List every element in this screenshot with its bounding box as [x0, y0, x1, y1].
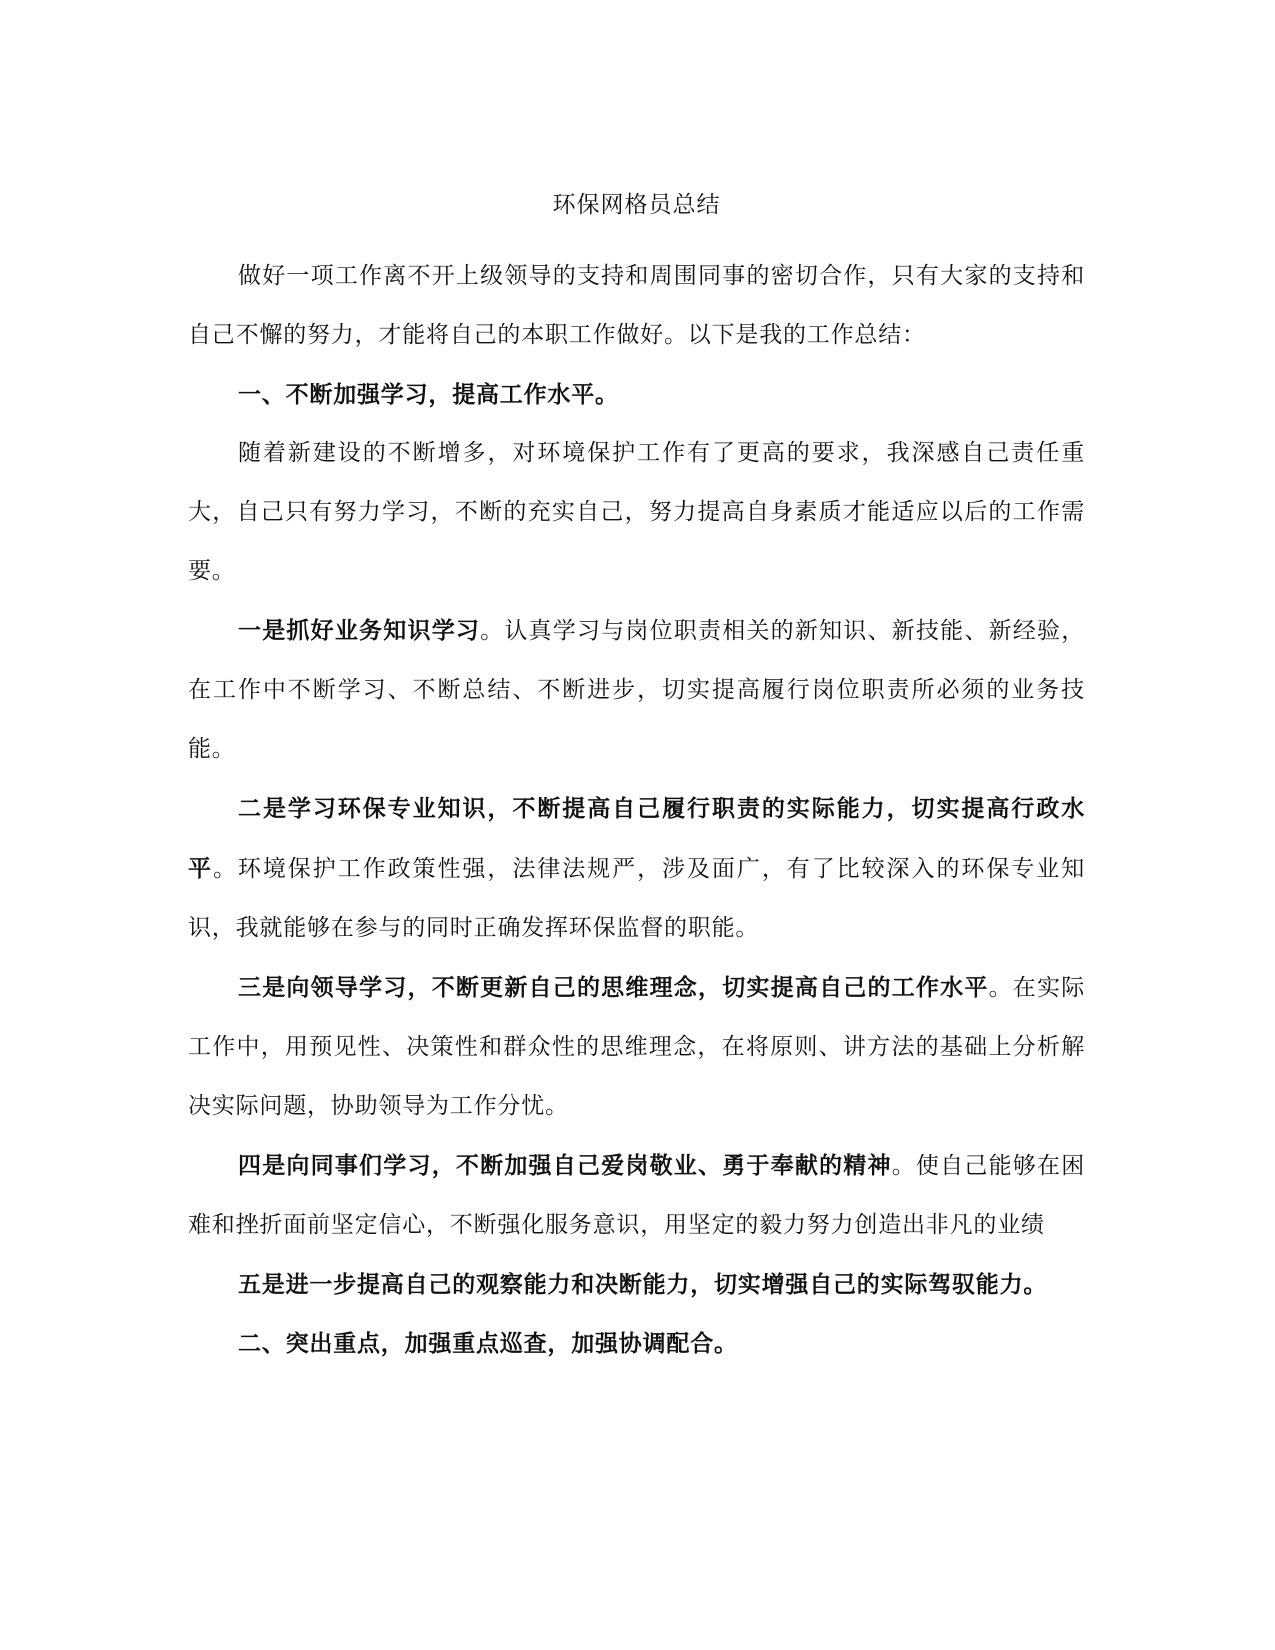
document-body	[188, 190, 1085, 1373]
paragraph-text: 。在实际工作中，用预见性、决策性和群众性的思维理念，在将原则、讲方法的基础上分析解决实际问题，协助领导为工作分忧。	[188, 975, 1085, 1119]
paragraph-point-3	[188, 958, 1085, 1136]
paragraph-point-5	[188, 1255, 1085, 1314]
paragraph-point-1	[188, 601, 1085, 779]
point-lead: 三是向领导学习，不断更新自己的思维理念，切实提高自己的工作水平	[238, 974, 989, 1001]
section-heading-1	[188, 365, 1085, 424]
heading-text: 五是进一步提高自己的观察能力和决断能力，切实增强自己的实际驾驭能力。	[238, 1271, 1048, 1298]
paragraph-point-2	[188, 779, 1085, 958]
paragraph-text: 。使自己能够在困难和挫折面前坚定信心，不断强化服务意识，用坚定的毅力努力创造出非凡的业绩	[188, 1153, 1085, 1238]
paragraph-section-1-intro	[188, 424, 1085, 601]
paragraph-intro	[188, 247, 1085, 365]
section-heading-2	[188, 1314, 1085, 1373]
point-lead: 二是学习环保专业知识，不断提高自己履行职责的实际能力，切实提高行政水平	[188, 795, 1085, 882]
paragraph-text: 。环境保护工作政策性强，法律法规严，涉及面广，有了比较深入的环保专业知识，我就能够在参与的同时正确发挥环保监督的职能。	[188, 856, 1085, 941]
paragraph-text: 做好一项工作离不开上级领导的支持和周围同事的密切合作，只有大家的支持和自己不懈的努力，才能将自己的本职工作做好。以下是我的工作总结：	[188, 263, 1085, 348]
paragraph-text: 。认真学习与岗位职责相关的新知识、新技能、新经验，在工作中不断学习、不断总结、不断进步，切实提高履行岗位职责所必须的业务技能。	[188, 618, 1086, 762]
point-lead: 四是向同事们学习，不断加强自己爱岗敬业、勇于奉献的精神	[238, 1152, 892, 1179]
paragraph-text: 随着新建设的不断增多，对环境保护工作有了更高的要求，我深感自己责任重大，自己只有努力学习，不断的充实自己，努力提高自身素质才能适应以后的工作需要。	[188, 440, 1085, 584]
paragraph-point-4	[188, 1136, 1085, 1255]
document-title: 环保网格员总结	[552, 192, 721, 218]
point-lead: 一是抓好业务知识学习	[238, 617, 481, 644]
heading-text: 一、不断加强学习，提高工作水平。	[238, 381, 619, 408]
heading-text: 二、突出重点，加强重点巡查，加强协调配合。	[238, 1330, 738, 1357]
